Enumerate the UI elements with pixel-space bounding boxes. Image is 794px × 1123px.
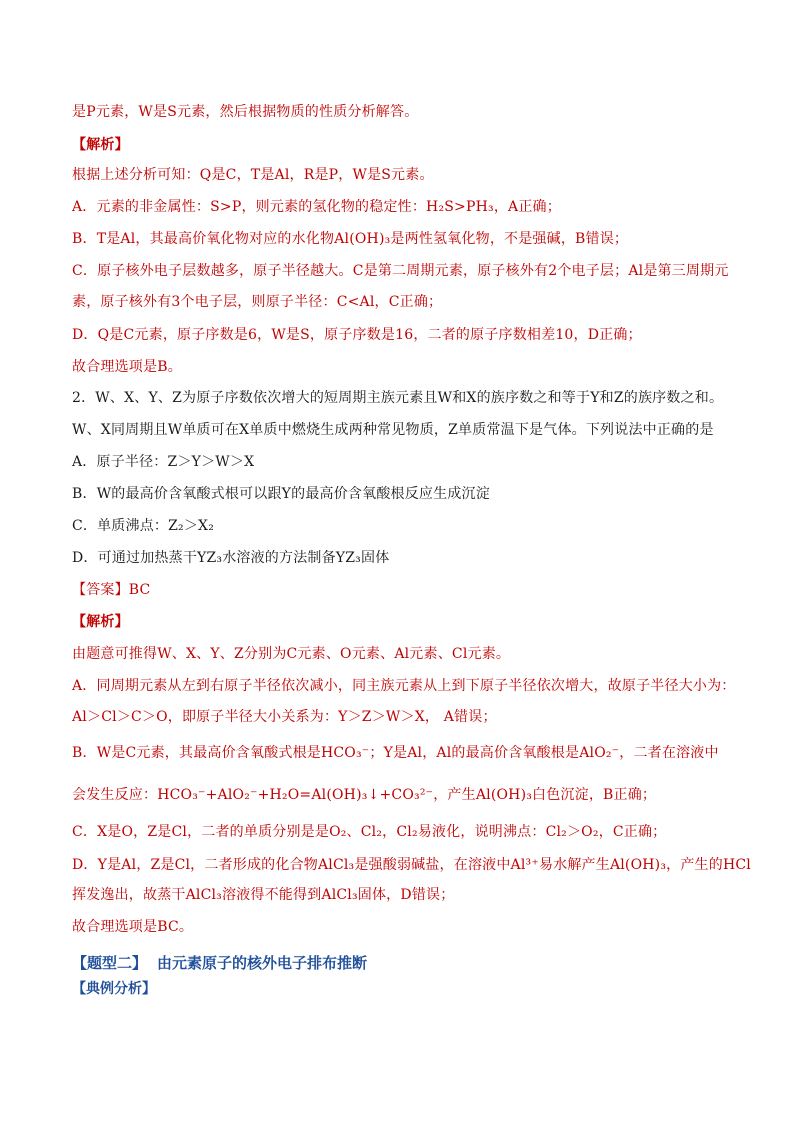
option-a-explanation: A．同周期元素从左到右原子半径依次减小，同主族元素从上到下原子半径依次增大，故原子半径大小为： bbox=[72, 678, 736, 694]
text-line: 由题意可推得W、X、Y、Z分别为C元素、O元素、Al元素、Cl元素。 bbox=[72, 646, 511, 662]
option-a-explanation: A．元素的非金属性：S>P，则元素的氢化物的稳定性：H₂S>PH₃，A正确； bbox=[72, 199, 561, 215]
text-line: Al＞Cl＞C＞O，即原子半径大小关系为：Y＞Z＞W＞X， A错误； bbox=[72, 709, 497, 725]
subsection-heading: 【典例分析】 bbox=[72, 981, 156, 997]
question-option-c: C．单质沸点：Z₂＞X₂ bbox=[72, 518, 215, 534]
option-b-explanation: B．T是Al，其最高价氧化物对应的水化物Al(OH)₃是两性氢氧化物，不是强碱，B错误； bbox=[72, 231, 629, 247]
analysis-heading: 【解析】 bbox=[72, 614, 129, 630]
question-option-b: B．W的最高价含氧酸式根可以跟Y的最高价含氧酸根反应生成沉淀 bbox=[72, 486, 490, 502]
text-line: 素，原子核外有3个电子层，则原子半径：C<Al，C正确； bbox=[72, 294, 443, 310]
analysis-heading: 【解析】 bbox=[72, 137, 129, 153]
conclusion-line: 故合理选项是BC。 bbox=[72, 919, 194, 935]
section-label: 【题型二】 bbox=[72, 954, 148, 972]
option-d-explanation: D．Q是C元素，原子序数是6，W是S，原子序数是16，二者的原子序数相差10，D正确； bbox=[72, 327, 642, 343]
question-2-stem-cont: W、X同周期且W单质可在X单质中燃烧生成两种常见物质，Z单质常温下是气体。下列说法中正确的是 bbox=[72, 422, 714, 438]
conclusion-line: 故合理选项是B。 bbox=[72, 359, 182, 375]
text-line: 挥发逸出，故蒸干AlCl₃溶液得不能得到AlCl₃固体，D错误； bbox=[72, 887, 455, 903]
option-c-explanation: C．原子核外电子层数越多，原子半径越大。C是第二周期元素，原子核外有2个电子层；Al是第三周期元 bbox=[72, 263, 729, 279]
question-option-a: A．原子半径：Z＞Y＞W＞X bbox=[72, 454, 255, 470]
option-b-explanation: B．W是C元素，其最高价含氧酸式根是HCO₃⁻；Y是Al，Al的最高价含氧酸根是AlO₂⁻，二者在溶液中 bbox=[72, 745, 719, 761]
section-heading bbox=[72, 952, 367, 973]
option-c-explanation: C．X是O，Z是Cl，二者的单质分别是是O₂、Cl₂，Cl₂易液化，说明沸点：Cl₂＞O₂，C正确； bbox=[72, 824, 667, 840]
section-title: 由元素原子的核外电子排布推断 bbox=[157, 954, 368, 972]
answer-line: 【答案】BC bbox=[72, 582, 151, 598]
question-option-d: D．可通过加热蒸干YZ₃水溶液的方法制备YZ₃固体 bbox=[72, 550, 390, 566]
reaction-equation-line: 会发生反应：HCO₃⁻+AlO₂⁻+H₂O=Al(OH)₃↓+CO₃²⁻，产生Al(OH)₃白色沉淀，B正确； bbox=[72, 787, 657, 803]
text-line: 根据上述分析可知：Q是C，T是Al，R是P，W是S元素。 bbox=[72, 167, 434, 183]
text-line: 是P元素，W是S元素，然后根据物质的性质分析解答。 bbox=[72, 104, 419, 120]
option-d-explanation: D．Y是Al，Z是Cl，二者形成的化合物AlCl₃是强酸弱碱盐，在溶液中Al³⁺易水解产生Al(OH)₃，产生的HCl bbox=[72, 857, 751, 873]
question-2-stem: 2．W、X、Y、Z为原子序数依次增大的短周期主族元素且W和X的族序数之和等于Y和Z的族序数之和。 bbox=[72, 390, 724, 406]
